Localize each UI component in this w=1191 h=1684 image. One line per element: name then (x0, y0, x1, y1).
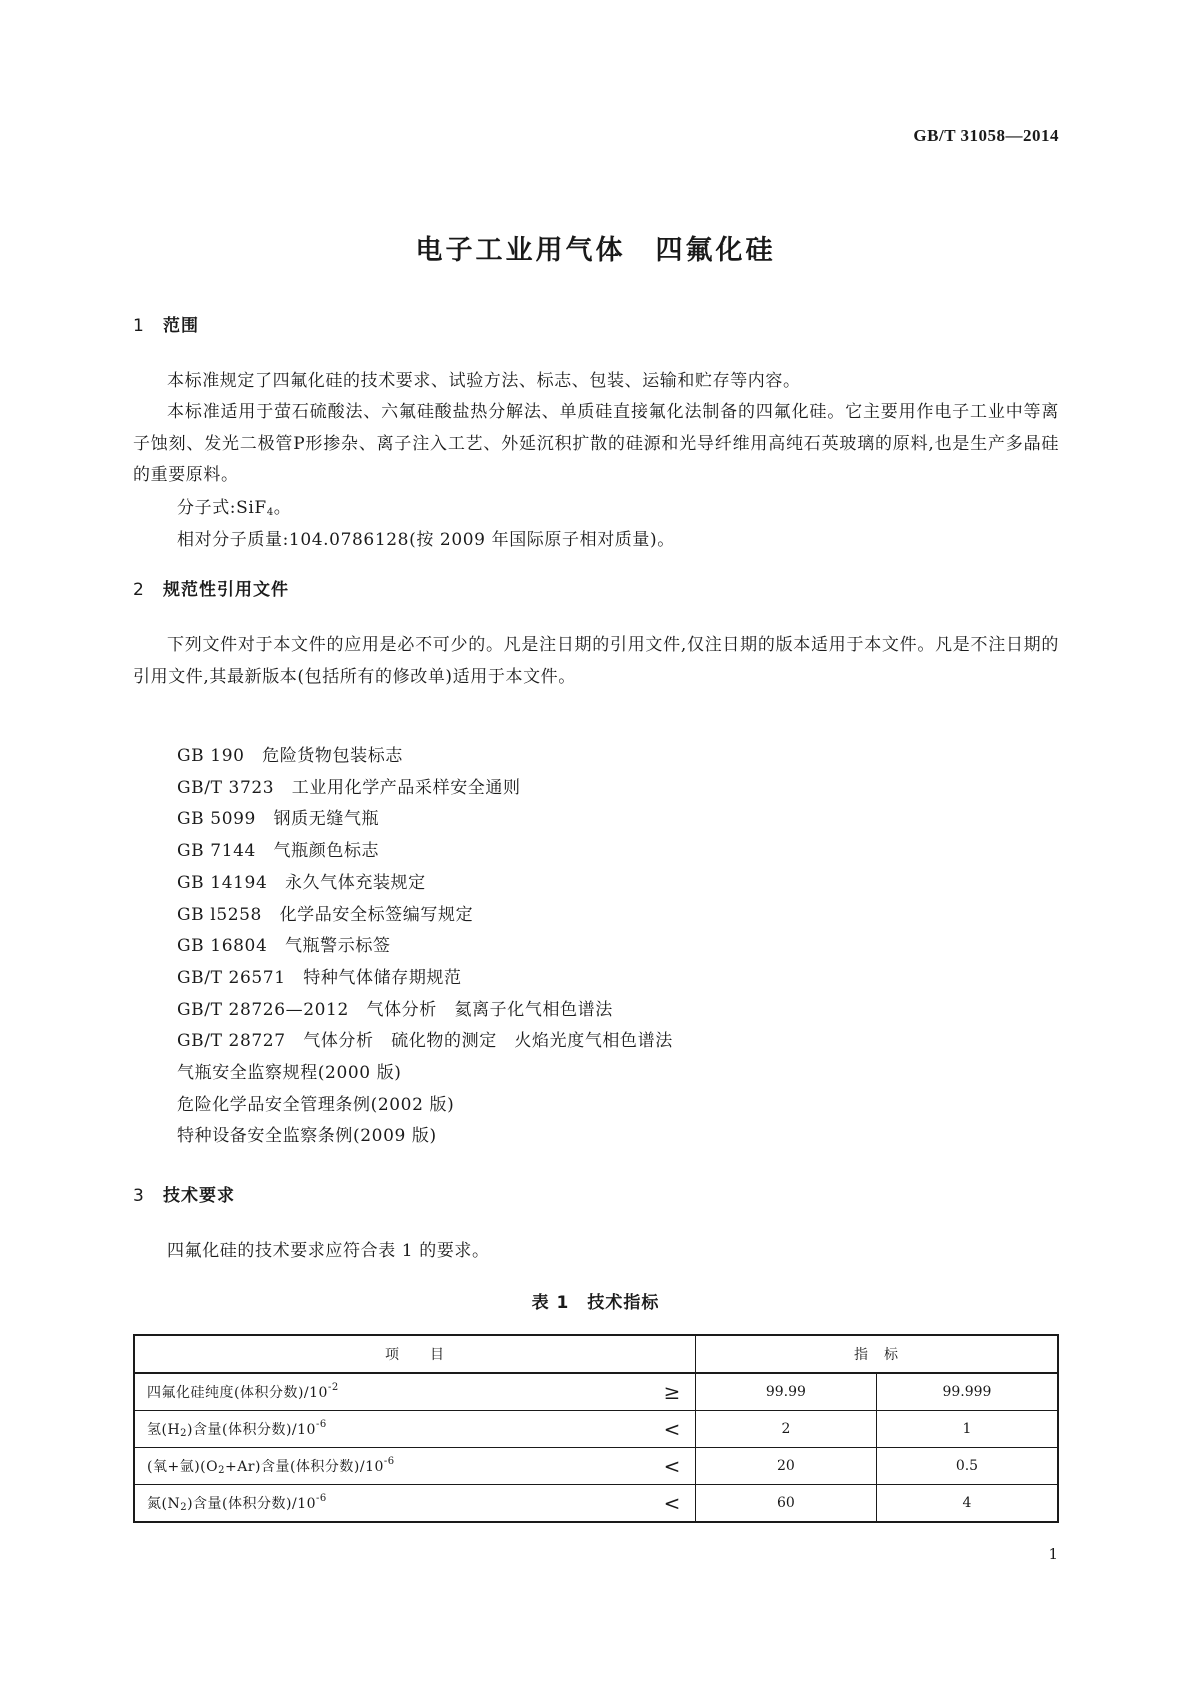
technical-index-table (133, 1334, 1059, 1523)
section-3-paragraph: 四氟化硅的技术要求应符合表 1 的要求。 (167, 1241, 490, 1261)
table-caption: 表 1 技术指标 (531, 1293, 660, 1313)
table-cell-value-1: 2 (695, 1411, 876, 1448)
comparison-operator: ≥ (663, 1380, 681, 1404)
table-cell-item (134, 1411, 695, 1448)
molecular-formula-end: 。 (273, 498, 292, 518)
section-2-number: 2 (133, 580, 145, 600)
document-title: 电子工业用气体 四氟化硅 (415, 235, 776, 266)
item-unit-exponent: -6 (383, 1456, 395, 1467)
molecular-formula-label: 分子式: (177, 498, 237, 518)
table-header-index: 指 标 (695, 1335, 1058, 1373)
reference-item: 特种设备安全监察条例(2009 版) (177, 1126, 437, 1147)
section-2-title: 规范性引用文件 (163, 580, 289, 600)
table-cell-item (134, 1448, 695, 1485)
reference-item: GB 16804 气瓶警示标签 (177, 936, 391, 957)
item-text: 氢(H (147, 1422, 181, 1438)
table-cell-value-2: 1 (876, 1411, 1058, 1448)
page-number: 1 (1048, 1545, 1058, 1563)
section-1-heading (133, 311, 199, 336)
reference-item: GB/T 28727 气体分析 硫化物的测定 火焰光度气相色谱法 (177, 1031, 673, 1052)
table-row (134, 1411, 1058, 1448)
item-unit-exponent: -6 (316, 1493, 327, 1504)
item-subscript: 2 (180, 1428, 188, 1439)
item-text: 四氟化硅纯度(体积分数)/10 (147, 1385, 328, 1401)
item-text-suffix: )含量(体积分数)/10 (187, 1422, 316, 1438)
molecular-formula-main: SiF (236, 498, 267, 518)
item-text: 氮(N (147, 1496, 181, 1512)
comparison-operator: < (663, 1491, 681, 1515)
table-row (134, 1373, 1058, 1411)
reference-item: GB 7144 气瓶颜色标志 (177, 841, 380, 862)
item-subscript: 2 (218, 1465, 225, 1476)
table-header-item: 项 目 (134, 1335, 695, 1373)
molecular-mass: 相对分子质量:104.0786128(按 2009 年国际原子相对质量)。 (177, 530, 675, 550)
reference-item: GB/T 28726—2012 气体分析 氦离子化气相色谱法 (177, 999, 613, 1020)
section-3-title: 技术要求 (163, 1186, 235, 1206)
table-row (134, 1448, 1058, 1485)
document-code: GB/T 31058—2014 (913, 126, 1059, 145)
item-unit-exponent: -6 (315, 1419, 327, 1430)
reference-item: 气瓶安全监察规程(2000 版) (177, 1063, 402, 1084)
item-unit-exponent: -2 (327, 1382, 339, 1393)
item-text-suffix: )含量(体积分数)/10 (187, 1496, 317, 1512)
section-1-scope-paragraph: 本标准规定了四氟化硅的技术要求、试验方法、标志、包装、运输和贮存等内容。 (167, 371, 801, 391)
table-row (134, 1485, 1058, 1523)
section-2-intro-paragraph: 下列文件对于本文件的应用是必不可少的。凡是注日期的引用文件,仅注日期的版本适用于本文件。凡是不注日期的引用文件,其最新版本(包括所有的修改单)适用于本文件。 (133, 635, 1059, 687)
reference-item: GB 5099 钢质无缝气瓶 (177, 809, 380, 830)
table-cell-value-1: 99.99 (695, 1373, 876, 1411)
item-text-suffix: +Ar)含量(体积分数)/10 (224, 1459, 384, 1475)
comparison-operator: < (663, 1454, 681, 1478)
section-1-application-paragraph: 本标准适用于萤石硫酸法、六氟硅酸盐热分解法、单质硅直接氟化法制备的四氟化硅。它主要用作电子工业中等离子蚀刻、发光二极管P形掺杂、离子注入工艺、外延沉积扩散的硅源和光导纤维用高纯石英玻璃的原料,也是生产多晶硅的重要原料。 (133, 402, 1059, 486)
reference-item: GB 190 危险货物包装标志 (177, 746, 403, 766)
reference-item: 危险化学品安全管理条例(2002 版) (177, 1094, 455, 1115)
item-text: (氧+氩)(O (147, 1459, 219, 1475)
reference-item: GB/T 26571 特种气体储存期规范 (177, 967, 462, 988)
molecular-formula-subscript: 4 (266, 507, 274, 518)
section-1-number: 1 (133, 316, 145, 336)
table-cell-value-1: 60 (695, 1485, 876, 1523)
molecular-formula (177, 493, 291, 529)
section-3-heading (133, 1181, 235, 1206)
reference-item: GB 14194 永久气体充装规定 (177, 872, 426, 893)
reference-item: GB l5258 化学品安全标签编写规定 (177, 904, 474, 925)
section-3-number: 3 (133, 1186, 145, 1206)
table-cell-value-2: 4 (876, 1485, 1058, 1523)
reference-item: GB/T 3723 工业用化学产品采样安全通则 (177, 777, 521, 798)
table-cell-value-2: 99.999 (876, 1373, 1058, 1411)
table-cell-item (134, 1485, 695, 1523)
normative-reference-list (177, 741, 673, 1153)
section-1-title: 范围 (163, 316, 199, 336)
table-cell-value-1: 20 (695, 1448, 876, 1485)
table-cell-item (134, 1373, 695, 1411)
comparison-operator: < (663, 1417, 681, 1441)
table-header-row (134, 1335, 1058, 1373)
section-2-heading (133, 575, 289, 600)
table-cell-value-2: 0.5 (876, 1448, 1058, 1485)
item-subscript: 2 (180, 1502, 188, 1513)
